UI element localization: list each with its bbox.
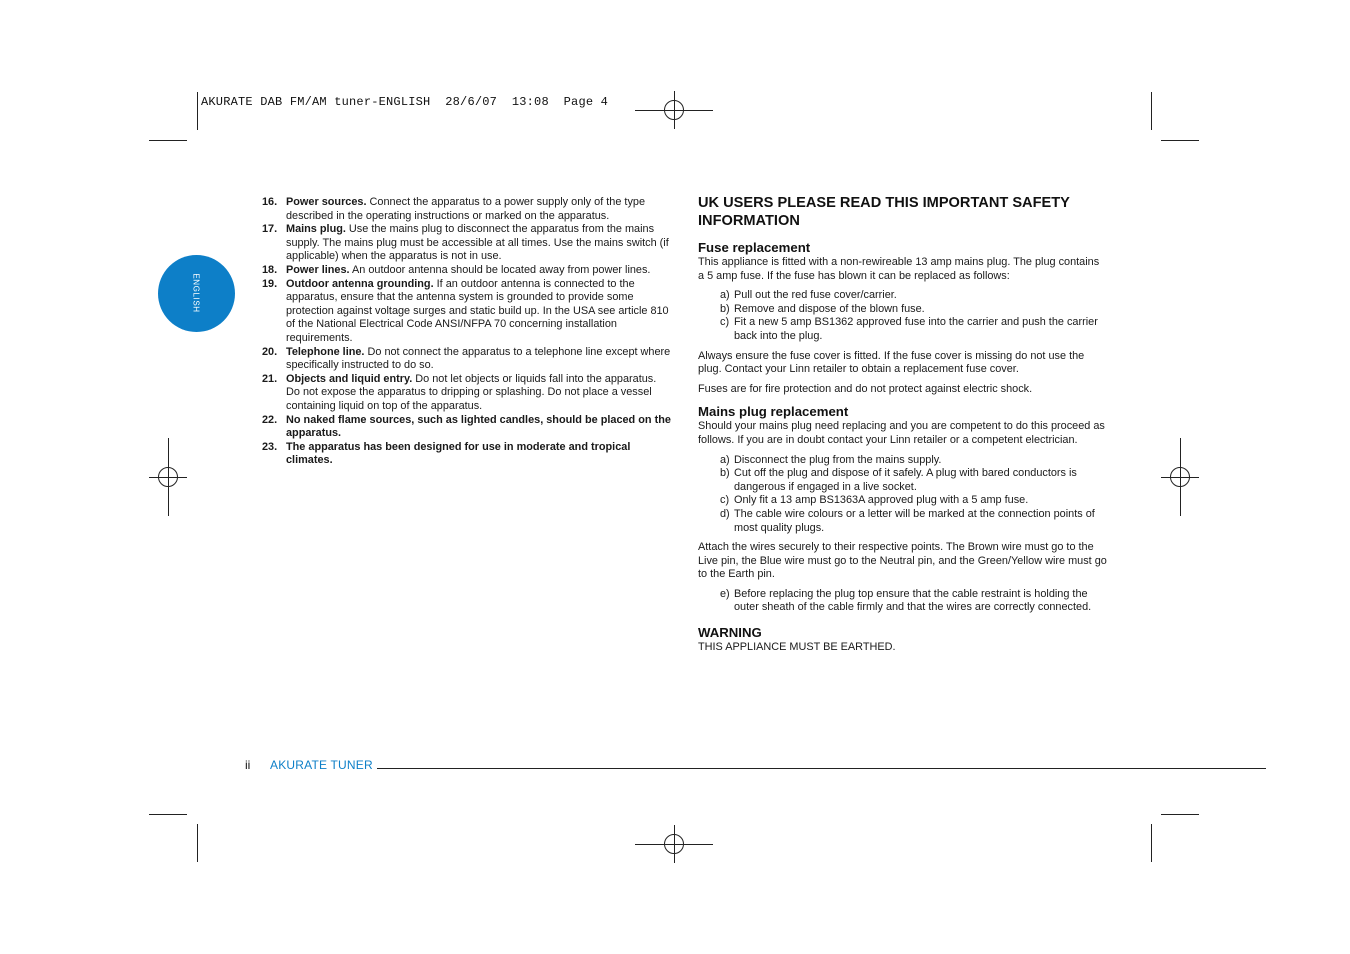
item-title: Telephone line.: [286, 345, 365, 358]
list-item: [698, 454, 1108, 468]
item-title: Power lines.: [286, 263, 350, 276]
item-number: 22.: [262, 413, 278, 426]
list-item: [262, 278, 672, 346]
warning-title: WARNING: [698, 625, 762, 641]
item-number: 19.: [262, 277, 278, 290]
fuse-intro: This appliance is fitted with a non-rewireable 13 amp mains plug. The plug contains a 5 amp fuse. If the fuse has blown it can be replaced as follows:: [698, 256, 1100, 282]
step-text: Before replacing the plug top ensure that the cable restraint is holding the outer sheath of the cable firmly and that the wires are correctly connected.: [734, 587, 1092, 614]
registration-line: [168, 438, 169, 516]
item-text: An outdoor antenna should be located away from power lines.: [349, 263, 651, 276]
item-title: The apparatus has been designed for use in moderate and tropical climates.: [286, 440, 631, 467]
crop-mark: [1151, 824, 1152, 862]
crop-mark: [197, 92, 198, 130]
mains-attach-wires: Attach the wires securely to their respective points. The Brown wire must go to the Live pin, the Blue wire must go to the Neutral pin, and the Green/Yellow wire must go to the Earth pin.: [698, 541, 1107, 581]
item-number: 17.: [262, 223, 278, 236]
item-text: Use the mains plug to disconnect the apparatus from the mains supply. The mains plug must be accessible at all times. Use the mains switch (if applicable) when the apparatus is not in use.: [286, 223, 669, 263]
step-letter: c): [720, 316, 730, 329]
step-text: Disconnect the plug from the mains supply.: [734, 453, 942, 466]
list-item: [698, 588, 1108, 615]
crop-mark: [149, 140, 187, 141]
registration-line: [1180, 438, 1181, 516]
step-text: Only fit a 13 amp BS1363A approved plug with a 5 amp fuse.: [734, 494, 1029, 507]
footer-title: AKURATE TUNER: [270, 758, 373, 772]
step-letter: e): [720, 587, 730, 600]
item-number: 21.: [262, 372, 278, 385]
list-item: [698, 508, 1108, 535]
item-number: 20.: [262, 345, 278, 358]
registration-line: [635, 110, 713, 111]
item-text: Do not let objects or liquids fall into the apparatus. Do not expose the apparatus to dripping or splashing. Do not place a vessel containing liquid on top of the apparatus.: [286, 372, 657, 412]
item-title: Outdoor antenna grounding.: [286, 277, 434, 290]
fuse-note-protection: Fuses are for fire protection and do not protect against electric shock.: [698, 382, 1033, 395]
step-letter: c): [720, 494, 730, 507]
list-item: [262, 196, 672, 223]
list-item: [698, 289, 1108, 303]
crop-mark: [1161, 140, 1199, 141]
print-slug: AKURATE DAB FM/AM tuner-ENGLISH 28/6/07 13:08 Page 4: [201, 95, 609, 109]
page-number: ii: [245, 758, 251, 772]
fuse-steps: [698, 289, 1108, 343]
step-letter: d): [720, 507, 730, 520]
fuse-replacement-title: Fuse replacement: [698, 240, 811, 255]
warning-text: THIS APPLIANCE MUST BE EARTHED.: [698, 641, 896, 654]
mains-steps: [698, 454, 1108, 536]
item-number: 23.: [262, 440, 278, 453]
list-item: [262, 373, 672, 414]
crop-mark: [197, 824, 198, 862]
step-letter: b): [720, 467, 730, 480]
step-text: The cable wire colours or a letter will be marked at the connection points of most quality plugs.: [734, 507, 1095, 534]
step-letter: a): [720, 453, 730, 466]
step-text: Pull out the red fuse cover/carrier.: [734, 289, 897, 302]
mains-intro: Should your mains plug need replacing and you are competent to do this proceed as follows. If you are in doubt contact your Linn retailer or a competent electrician.: [698, 420, 1105, 446]
crop-mark: [149, 814, 187, 815]
item-number: 18.: [262, 263, 278, 276]
list-item: [262, 223, 672, 264]
uk-safety-section: [698, 194, 1108, 655]
item-title: Objects and liquid entry.: [286, 372, 413, 385]
item-text: Connect the apparatus to a power supply only of the type described in the operating instructions or marked on the apparatus.: [286, 196, 646, 222]
footer-rule: [377, 768, 1266, 769]
step-text: Cut off the plug and dispose of it safely. A plug with bared conductors is dangerous if engaged in a live socket.: [734, 467, 1077, 493]
safety-list: [262, 196, 672, 468]
item-title: Mains plug.: [286, 223, 346, 236]
mains-plug-title: Mains plug replacement: [698, 404, 849, 420]
crop-mark: [1151, 92, 1152, 130]
list-item: [698, 303, 1108, 317]
list-item: [698, 494, 1108, 508]
language-tab: [158, 255, 235, 332]
step-letter: a): [720, 289, 730, 302]
list-item: [698, 467, 1108, 494]
list-item: [698, 316, 1108, 343]
list-item: [262, 346, 672, 373]
list-item: [262, 441, 672, 468]
list-item: [262, 264, 672, 278]
list-item: [262, 414, 672, 441]
registration-line: [635, 844, 713, 845]
crop-mark: [1161, 814, 1199, 815]
item-number: 16.: [262, 196, 278, 208]
step-letter: b): [720, 302, 730, 315]
step-text: Fit a new 5 amp BS1362 approved fuse into the carrier and push the carrier back into the plug.: [734, 316, 1098, 342]
item-text: Do not connect the apparatus to a telephone line except where specifically instructed to do so.: [286, 345, 671, 372]
item-title: Power sources.: [286, 196, 367, 208]
fuse-note-cover: Always ensure the fuse cover is fitted. If the fuse cover is missing do not use the plug. Contact your Linn retailer to obtain a replacement fuse cover.: [698, 349, 1085, 376]
language-tab-label: ENGLISH: [191, 273, 201, 313]
item-text: If an outdoor antenna is connected to the apparatus, ensure that the antenna system is grounded to provide some protection against voltage surges and static build up. In the USA see article 810 of the National Electrical Code ANSI/NFPA 70 concerning installation requirements.: [286, 277, 669, 344]
step-text: Remove and dispose of the blown fuse.: [734, 302, 925, 315]
item-title: No naked flame sources, such as lighted candles, should be placed on the apparatus.: [286, 413, 671, 440]
section-heading: UK USERS PLEASE READ THIS IMPORTANT SAFETY INFORMATION: [698, 195, 1070, 229]
